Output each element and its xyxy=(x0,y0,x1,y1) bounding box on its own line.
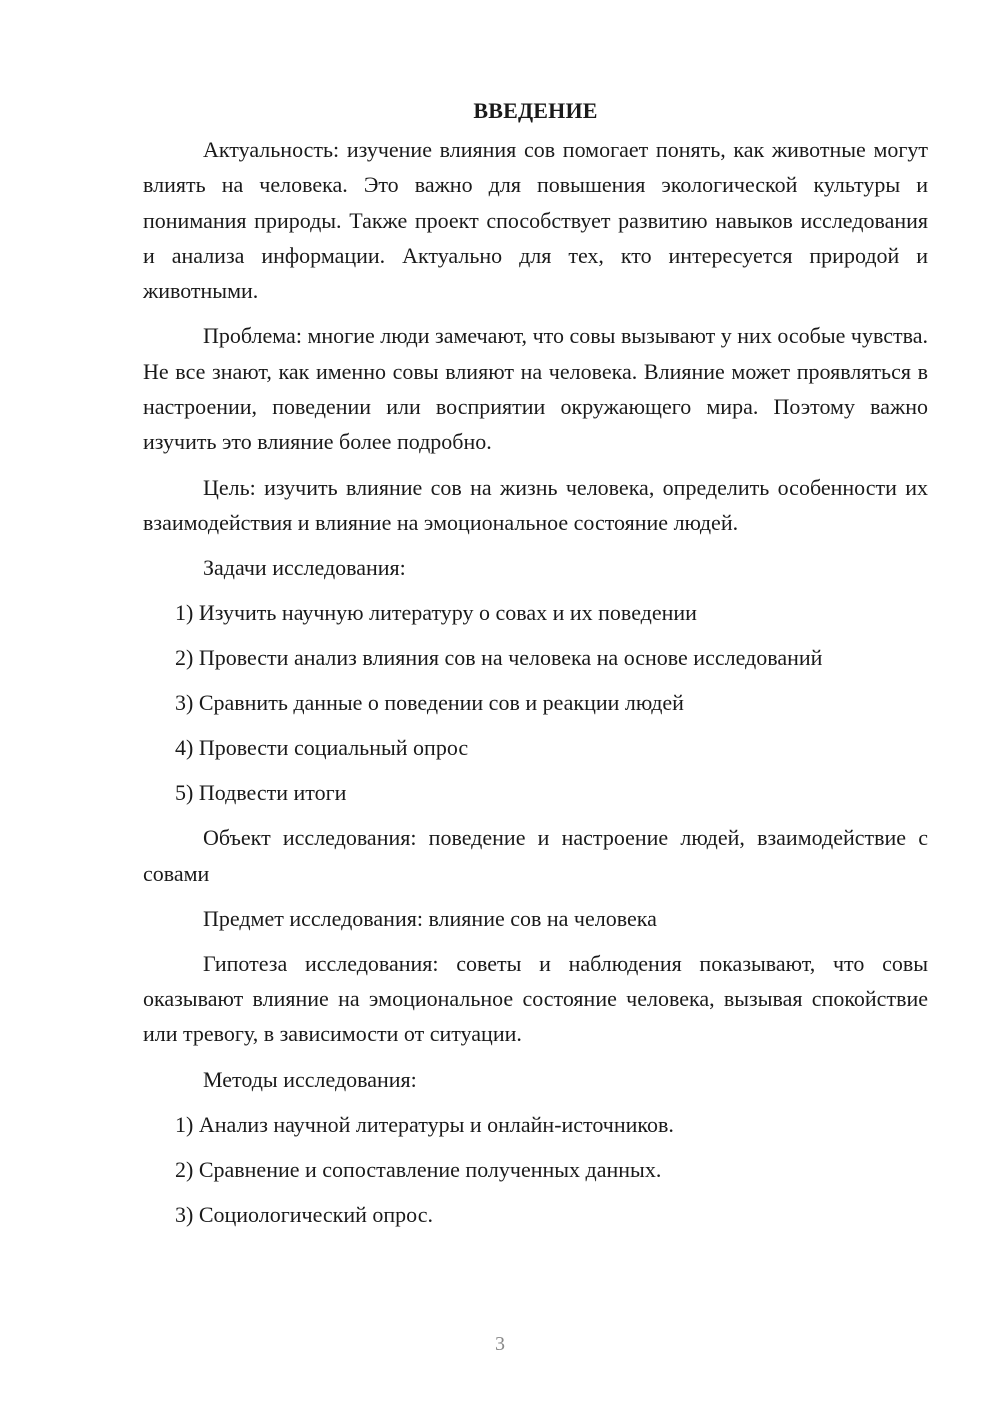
subject-paragraph: Предмет исследования: влияние сов на человека xyxy=(203,905,657,931)
task-item-3: 3) Сравнить данные о поведении сов и реакции людей xyxy=(175,690,684,716)
tasks-heading: Задачи исследования: xyxy=(203,555,406,581)
task-item-2: 2) Провести анализ влияния сов на человека на основе исследований xyxy=(175,645,823,671)
task-item-4: 4) Провести социальный опрос xyxy=(175,735,469,761)
section-title: ВВЕДЕНИЕ xyxy=(473,98,598,123)
document-page xyxy=(143,96,928,1242)
task-item-5: 5) Подвести итоги xyxy=(175,780,347,806)
method-item-3: 3) Социологический опрос. xyxy=(175,1201,433,1227)
page-number: 3 xyxy=(495,1333,505,1355)
method-item-2: 2) Сравнение и сопоставление полученных данных. xyxy=(175,1156,662,1182)
method-item-1: 1) Анализ научной литературы и онлайн-источников. xyxy=(175,1111,674,1137)
relevance-paragraph: Актуальность: изучение влияния сов помогает понять, как животные могут влиять на человека. Это важно для повышения экологической культуры и понимания природы. Также проект способствует развитию навыков исследования и анализа информации. Актуально для тех, кто интересуется природой и животными. xyxy=(143,137,928,304)
task-item-1: 1) Изучить научную литературу о совах и их поведении xyxy=(175,600,697,626)
hypothesis-paragraph: Гипотеза исследования: советы и наблюдения показывают, что совы оказывают влияние на эмоциональное состояние человека, вызывая спокойствие или тревогу, в зависимости от ситуации. xyxy=(143,950,928,1047)
goal-paragraph: Цель: изучить влияние сов на жизнь человека, определить особенности их взаимодействия и влияние на эмоциональное состояние людей. xyxy=(143,474,928,535)
methods-heading: Методы исследования: xyxy=(203,1066,417,1092)
problem-paragraph: Проблема: многие люди замечают, что совы вызывают у них особые чувства. Не все знают, как именно совы влияют на человека. Влияние может проявляться в настроении, поведении или восприятии окружающего мира. Поэтому важно изучить это влияние более подробно. xyxy=(143,323,928,455)
object-paragraph: Объект исследования: поведение и настроение людей, взаимодействие с совами xyxy=(143,825,928,886)
